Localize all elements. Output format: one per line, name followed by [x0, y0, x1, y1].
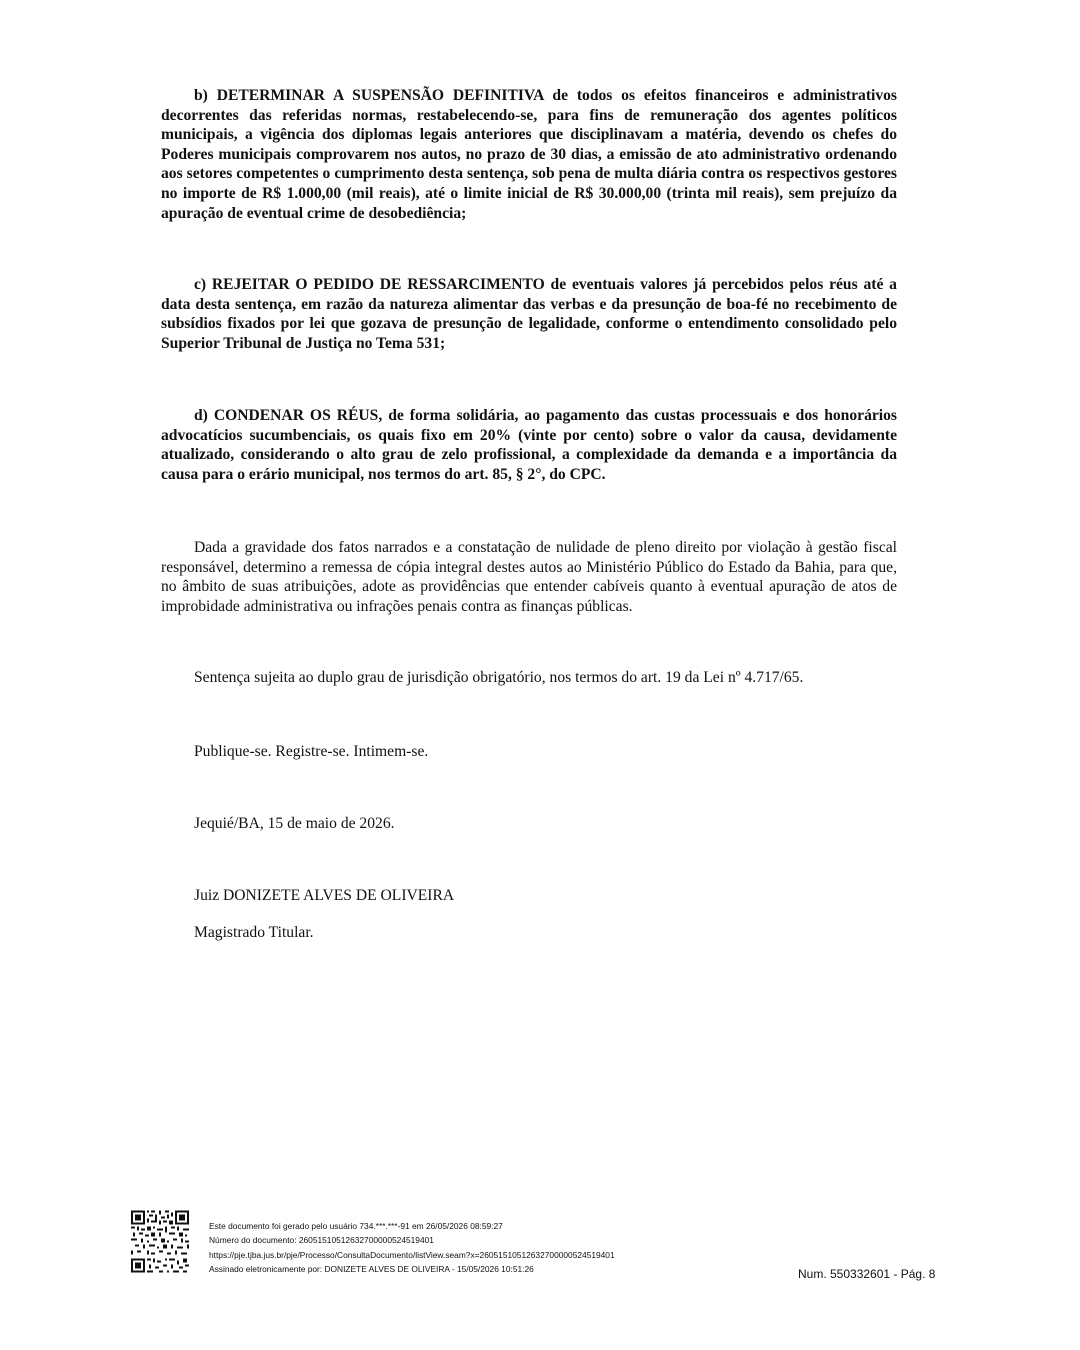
paragraph-b-text: de todos os efeitos financeiros e administrativos decorrentes das referidas normas, restabelecendo-se, para fins de remuneração dos agentes políticos municipais, a vigência dos diplomas legais anteriores que disciplinavam a matéria, devendo os chefes do Poderes municipais comprovarem nos autos, no prazo de 30 dias, a emissão de ato administrativo ordenando aos setores competentes o cumprimento desta sentença, sob pena de multa diária contra os respectivos gestores no importe de R$ 1.000,00 (mil reais), até o limite inicial de R$ 30.000,00 (trinta mil reais), sem prejuízo da apuração de eventual crime de desobediência;: [161, 87, 898, 222]
paragraph-d-lead: d) CONDENAR OS RÉUS,: [194, 407, 383, 424]
judge-title: Magistrado Titular.: [194, 924, 314, 941]
page-number: Num. 550332601 - Pág. 8: [798, 1267, 936, 1281]
footer-generated: Este documento foi gerado pelo usuário 734.***.***-91 em 26/05/2026 08:59:27: [209, 1221, 503, 1231]
judge-name: Juiz DONIZETE ALVES DE OLIVEIRA: [194, 887, 455, 904]
footer-signed: Assinado eletronicamente por: DONIZETE ALVES DE OLIVEIRA - 15/05/2026 10:51:26: [209, 1264, 534, 1275]
paragraph-duplo-grau: Sentença sujeita ao duplo grau de jurisdição obrigatório, nos termos do art. 19 da Lei nº 4.717/65.: [194, 669, 804, 686]
paragraph-remessa: Dada a gravidade dos fatos narrados e a constatação de nulidade de pleno direito por violação à gestão fiscal responsável, determino a remessa de cópia integral destes autos ao Ministério Público do Estado da Bahia, para que, no âmbito de suas atribuições, adote as providências que entender cabíveis quanto à eventual apuração de atos de improbidade administrativa ou infrações penais contra as finanças públicas.: [161, 539, 897, 615]
paragraph-d: [161, 406, 897, 484]
paragraph-c-lead: c) REJEITAR O PEDIDO DE RESSARCIMENTO: [194, 276, 545, 293]
footer-url: https://pje.tjba.jus.br/pje/Processo/ConsultaDocumento/listView.seam?x=26051510512632700000524519401: [209, 1249, 615, 1260]
signature-footer: [209, 1219, 615, 1277]
paragraph-c-text: de eventuais valores já percebidos pelos réus até a data desta sentença, em razão da natureza alimentar das verbas e da presunção de boa-fé no recebimento de subsídios fixados por lei que gozava de presunção de legalidade, conforme o entendimento consolidado pelo Superior Tribunal de Justiça no Tema 531;: [161, 276, 897, 352]
paragraph-publique: Publique-se. Registre-se. Intimem-se.: [194, 743, 429, 760]
paragraph-c: [161, 275, 897, 353]
qr-code-icon: [131, 1210, 189, 1273]
paragraph-b-lead: b) DETERMINAR A SUSPENSÃO DEFINITIVA: [194, 87, 544, 104]
local-date: Jequié/BA, 15 de maio de 2026.: [194, 815, 395, 832]
paragraph-b: [161, 86, 897, 223]
paragraph-d-text: de forma solidária, ao pagamento das custas processuais e dos honorários advocatícios sucumbenciais, os quais fixo em 20% (vinte por cento) sobre o valor da causa, devidamente atualizado, considerando o alto grau de zelo profissional, a complexidade da demanda e a importância da causa para o erário municipal, nos termos do art. 85, § 2°, do CPC.: [161, 407, 897, 483]
footer-doc-number: Número do documento: 26051510512632700000524519401: [209, 1235, 434, 1246]
